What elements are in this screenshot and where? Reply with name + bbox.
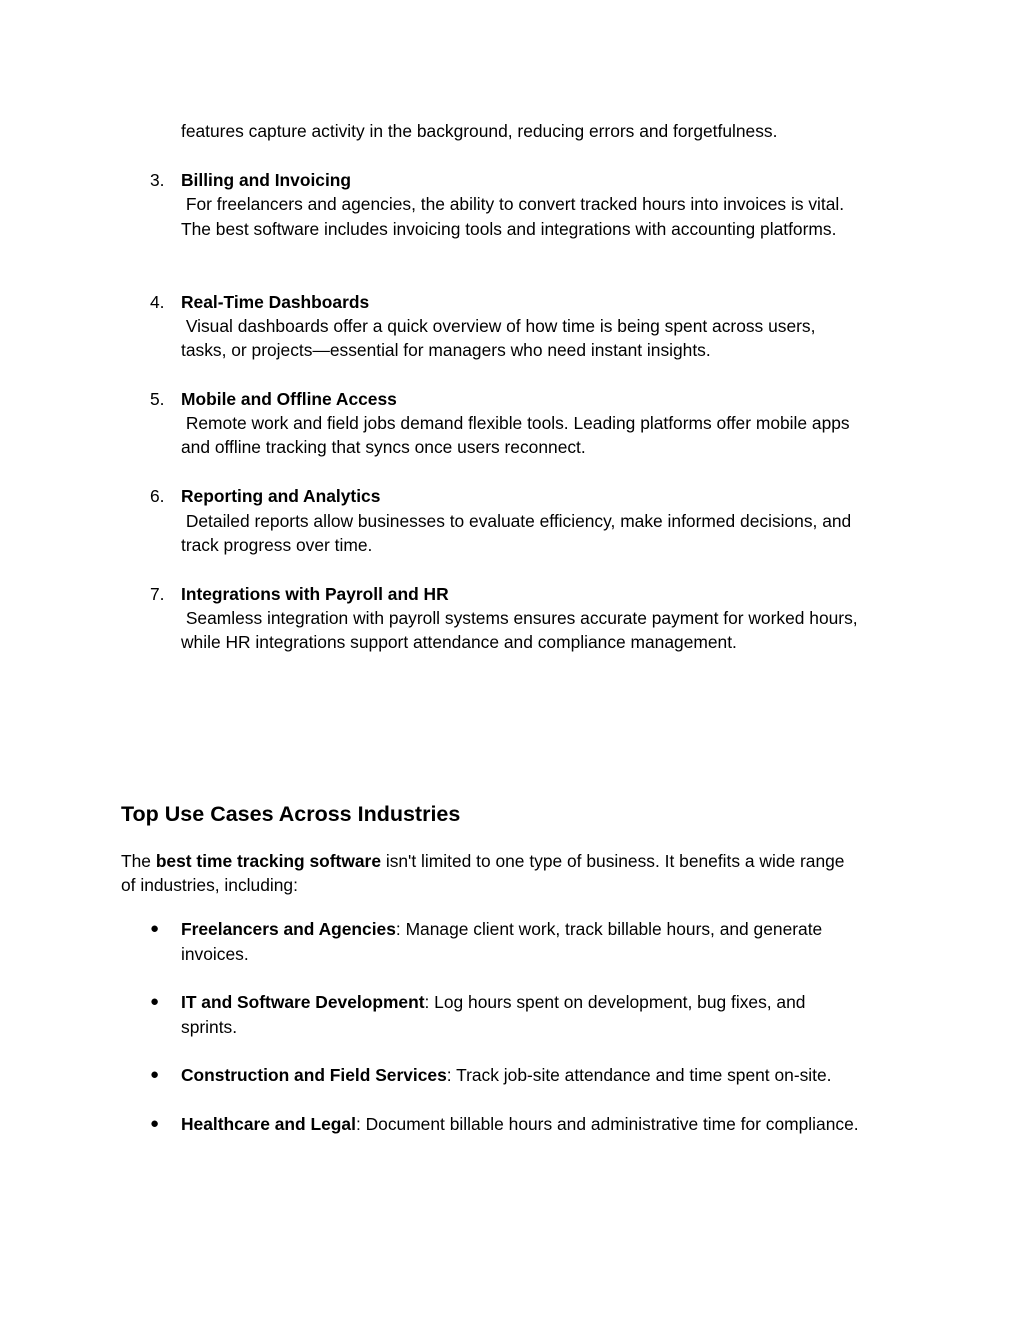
use-case-line-1	[181, 1063, 832, 1087]
bullet-icon: ●	[150, 1115, 160, 1132]
section-intro-line-2: of industries, including:	[121, 875, 298, 895]
feature-title: Billing and Invoicing	[181, 170, 352, 190]
use-case-line-1	[181, 1112, 859, 1136]
feature-number: 5.	[150, 389, 165, 409]
use-case-line-1	[181, 917, 822, 941]
use-case-text: : Track job-site attendance and time spent on-site.	[446, 1065, 832, 1085]
intro-prefix: The	[121, 851, 156, 871]
use-case-text: : Log hours spent on development, bug fixes, and	[424, 992, 806, 1012]
use-case-title: Construction and Field Services	[181, 1065, 447, 1085]
bullet-icon: ●	[150, 920, 160, 937]
feature-number: 4.	[150, 292, 165, 312]
use-case-title: Healthcare and Legal	[181, 1114, 356, 1134]
feature-text-line: while HR integrations support attendance and compliance management.	[181, 632, 737, 652]
feature-title: Real-Time Dashboards	[181, 292, 370, 312]
use-case-line-1	[181, 990, 805, 1014]
bullet-icon: ●	[150, 1066, 160, 1083]
feature-number: 3.	[150, 170, 165, 190]
feature-text-line: Remote work and field jobs demand flexible tools. Leading platforms offer mobile apps	[181, 413, 850, 433]
feature-number: 7.	[150, 584, 165, 604]
feature-text-line: track progress over time.	[181, 535, 373, 555]
feature-title: Mobile and Offline Access	[181, 389, 397, 409]
use-case-line-2: invoices.	[181, 944, 249, 964]
use-case-text: : Manage client work, track billable hours, and generate	[395, 919, 823, 939]
feature-title: Integrations with Payroll and HR	[181, 584, 449, 604]
intro-suffix: isn't limited to one type of business. It benefits a wide range	[381, 851, 845, 871]
feature-text-line: The best software includes invoicing tools and integrations with accounting platforms.	[181, 219, 837, 239]
bullet-icon: ●	[150, 993, 160, 1010]
feature-text-line: Visual dashboards offer a quick overview of how time is being spent across users,	[181, 316, 816, 336]
feature-text-line: For freelancers and agencies, the ability to convert tracked hours into invoices is vital.	[181, 194, 845, 214]
feature-text-line: and offline tracking that syncs once users reconnect.	[181, 437, 586, 457]
use-case-title: IT and Software Development	[181, 992, 425, 1012]
section-intro-line-1	[121, 849, 844, 873]
use-case-title: Freelancers and Agencies	[181, 919, 396, 939]
intro-bold-term: best time tracking software	[155, 851, 381, 871]
feature-text-line: tasks, or projects—essential for managers who need instant insights.	[181, 340, 711, 360]
feature-number: 6.	[150, 486, 165, 506]
use-case-text: : Document billable hours and administrative time for compliance.	[355, 1114, 859, 1134]
feature-text-line: Detailed reports allow businesses to evaluate efficiency, make informed decisions, and	[181, 511, 852, 531]
use-case-line-2: sprints.	[181, 1017, 238, 1037]
feature-text-line: Seamless integration with payroll systems ensures accurate payment for worked hours,	[181, 608, 858, 628]
feature-title: Reporting and Analytics	[181, 486, 381, 506]
section-heading: Top Use Cases Across Industries	[121, 802, 461, 826]
intro-continuation: features capture activity in the background, reducing errors and forgetfulness.	[181, 121, 778, 141]
